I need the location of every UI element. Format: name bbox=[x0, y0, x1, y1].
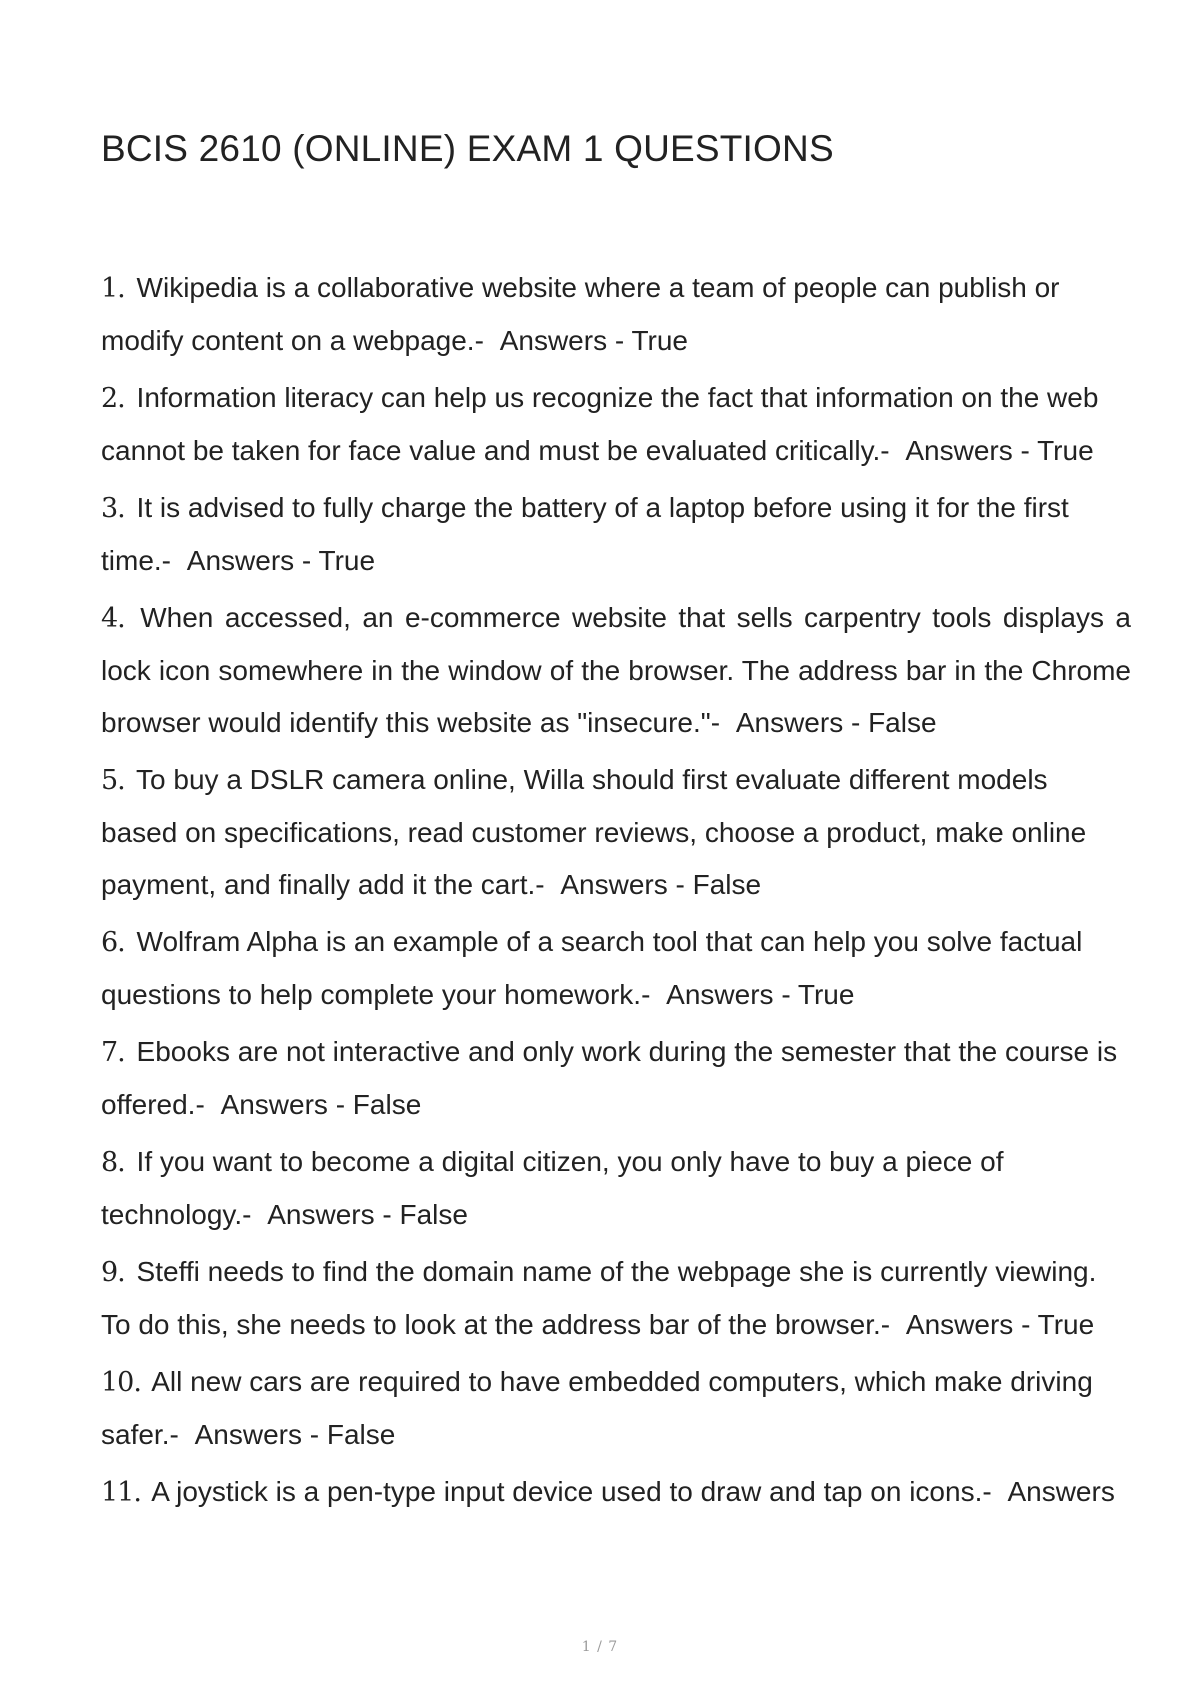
question-item bbox=[101, 1356, 1131, 1461]
question-text: Information literacy can help us recognize the fact that information on the web cannot be taken for face value and must be evaluated critically.- bbox=[101, 382, 1099, 466]
question-answer: Answers - True bbox=[499, 325, 688, 356]
question-item bbox=[101, 1136, 1131, 1241]
question-answer: Answers - True bbox=[905, 435, 1094, 466]
question-number: 11. bbox=[101, 1477, 141, 1508]
question-item bbox=[101, 1246, 1131, 1351]
question-item bbox=[101, 372, 1131, 477]
question-text: If you want to become a digital citizen, you only have to buy a piece of technology.- bbox=[101, 1146, 1004, 1230]
question-answer: Answers - True bbox=[666, 979, 855, 1010]
question-list bbox=[101, 262, 1131, 1524]
question-number: 7. bbox=[101, 1037, 125, 1068]
question-item bbox=[101, 262, 1131, 367]
question-item bbox=[101, 482, 1131, 587]
question-answer: Answers - False bbox=[267, 1199, 468, 1230]
question-number: 1. bbox=[101, 273, 125, 304]
question-answer: Answers bbox=[1007, 1476, 1115, 1507]
question-item bbox=[101, 1026, 1131, 1131]
question-item bbox=[101, 754, 1131, 911]
question-number: 8. bbox=[101, 1147, 125, 1178]
question-text: Ebooks are not interactive and only work during the semester that the course is offered.- bbox=[101, 1036, 1118, 1120]
question-answer: Answers - False bbox=[194, 1419, 396, 1450]
question-number: 10. bbox=[101, 1367, 141, 1398]
question-text: When accessed, an e-commerce website that sells carpentry tools displays a lock icon somewhere in the window of the browser. The address bar in the Chrome browser would identify this website as "insecure."- bbox=[101, 602, 1132, 738]
question-answer: Answers - False bbox=[220, 1089, 422, 1120]
document-title: BCIS 2610 (ONLINE) EXAM 1 QUESTIONS bbox=[101, 128, 834, 169]
question-item bbox=[101, 592, 1131, 749]
question-text: To buy a DSLR camera online, Willa should first evaluate different models based on specifications, read customer reviews, choose a product, make online payment, and finally add it the cart.- bbox=[101, 764, 1087, 900]
question-number: 6. bbox=[101, 927, 125, 958]
question-answer: Answers - True bbox=[905, 1309, 1095, 1340]
question-text: All new cars are required to have embedded computers, which make driving safer.- bbox=[101, 1366, 1093, 1450]
question-answer: Answers - False bbox=[735, 707, 937, 738]
question-text: Wikipedia is a collaborative website where a team of people can publish or modify content on a webpage.- bbox=[101, 272, 1060, 356]
question-text: Steffi needs to find the domain name of the webpage she is currently viewing. To do this, she needs to look at the address bar of the browser.- bbox=[101, 1256, 1097, 1340]
question-number: 9. bbox=[101, 1257, 125, 1288]
question-text: A joystick is a pen-type input device used to draw and tap on icons.- bbox=[151, 1476, 992, 1507]
question-item bbox=[101, 916, 1131, 1021]
question-number: 3. bbox=[101, 493, 125, 524]
question-number: 4. bbox=[101, 603, 125, 634]
question-item bbox=[101, 1466, 1131, 1519]
question-number: 5. bbox=[101, 765, 125, 796]
question-text: Wolfram Alpha is an example of a search tool that can help you solve factual questions to help complete your homework.- bbox=[101, 926, 1083, 1010]
page-number: 1 / 7 bbox=[581, 1639, 619, 1655]
question-text: It is advised to fully charge the battery of a laptop before using it for the first time.- bbox=[101, 492, 1069, 576]
question-answer: Answers - True bbox=[186, 545, 376, 576]
question-answer: Answers - False bbox=[560, 869, 762, 900]
question-number: 2. bbox=[101, 383, 125, 414]
